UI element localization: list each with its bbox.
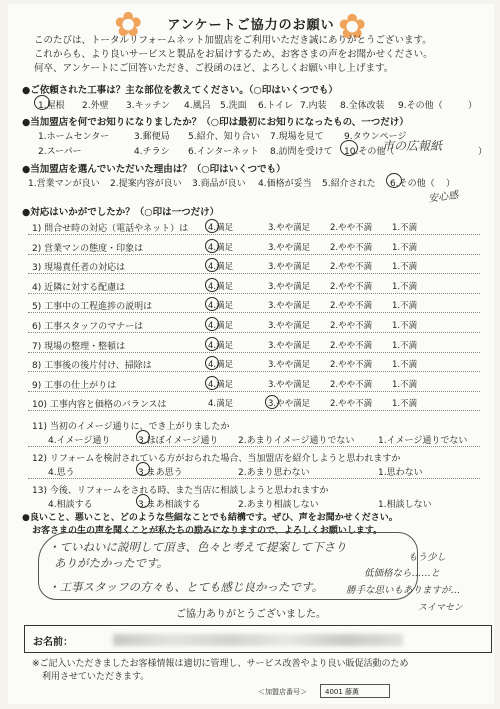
rating-option[interactable]: 3.やや満足: [268, 223, 311, 233]
divider: [28, 478, 480, 479]
intro-line-1: このたびは、トータルリフォームネット加盟店をご利用いただき誠にありがとうございます。: [34, 35, 432, 46]
q2-option[interactable]: 4.チラシ: [134, 147, 170, 157]
q2-handwritten: 市の広報紙: [382, 139, 443, 153]
rating-option[interactable]: 2.やや不満: [330, 379, 373, 390]
comment-line-2: ありがたかったです。: [54, 556, 169, 570]
q2-option[interactable]: 2.スーパー: [38, 147, 82, 157]
redacted-name: [113, 634, 403, 646]
rating-question: 2) 営業マンの態度・印象は: [32, 243, 144, 254]
q3-option[interactable]: 2.提案内容が良い: [110, 179, 182, 189]
rating-option[interactable]: 3.やや満足: [268, 281, 311, 292]
q11-option[interactable]: 2.あまりイメージ通りでない: [238, 436, 355, 446]
rating-option[interactable]: 1.不満: [392, 340, 418, 351]
q12-option[interactable]: 1.思わない: [378, 468, 423, 478]
rating-option[interactable]: 1.不満: [392, 321, 418, 331]
q2-option[interactable]: 9.タウンページ: [344, 132, 407, 142]
q3-heading: ●当加盟店を選んでいただいた理由は？（○印はいくつでも）: [22, 164, 286, 175]
rating-option[interactable]: 1.不満: [392, 399, 418, 410]
q12-option[interactable]: 3.まあ思う: [138, 468, 183, 478]
divider: [28, 371, 480, 372]
answer-circle: [34, 95, 50, 110]
q3-handwritten: 安心感: [427, 189, 459, 206]
rating-option[interactable]: 2.やや不満: [330, 340, 373, 351]
name-field[interactable]: [24, 625, 492, 653]
q3-option: ）: [446, 179, 456, 189]
q11-option[interactable]: 4.イメージ通り: [48, 436, 111, 446]
thanks-text: ご協力ありがとうございました。: [176, 609, 326, 620]
q12-label: 12) リフォームを検討されている方がおられた場合、当加盟店を紹介しようと思われますか: [32, 454, 401, 464]
comment-line-1: ・ていねいに説明して頂き、色々と考えて提案して下さり: [48, 540, 347, 554]
privacy-note-line-1: ※ご記入いただきましたお客様情報は適切に管理し、サービス改善やより良い販促活動のため: [32, 659, 409, 669]
rating-option[interactable]: 3.やや満足: [268, 262, 311, 273]
rating-option[interactable]: 2.やや不満: [330, 360, 373, 371]
q1-option[interactable]: 2.外壁: [82, 101, 109, 111]
privacy-note-line-2: 利用させていただきます。: [42, 672, 150, 682]
q2-option[interactable]: 5.紹介、知り合い: [188, 132, 260, 142]
answer-circle: [205, 239, 219, 253]
rating-option[interactable]: 3.やや満足: [268, 301, 311, 312]
q11-option[interactable]: 1.イメージ通りでない: [378, 436, 468, 446]
divider: [28, 410, 480, 411]
q11-option[interactable]: 3.ほぼイメージ通り: [138, 436, 219, 446]
q1-option[interactable]: 3.キッチン: [126, 101, 170, 111]
rating-option[interactable]: 4.満足: [208, 340, 234, 351]
rating-option[interactable]: 2.やや不満: [330, 262, 373, 273]
rating-option[interactable]: 3.やや満足: [268, 379, 311, 390]
q3-option[interactable]: 4.価格が妥当: [258, 179, 312, 189]
comment-aside-3: 勝手な思いもありますが…: [346, 585, 461, 596]
q1-option: ）: [468, 101, 478, 111]
intro-text: [34, 34, 474, 76]
rating-question: 9) 工事の仕上がりは: [32, 380, 117, 391]
q2-option[interactable]: 3.郵便局: [134, 132, 170, 142]
rating-option[interactable]: 2.やや不満: [330, 321, 373, 331]
rating-option[interactable]: 3.やや満足: [268, 340, 311, 351]
agency-label: ＜加盟店番号＞: [258, 688, 307, 696]
rating-option[interactable]: 2.やや不満: [330, 281, 373, 292]
rating-question: 5) 工事中の工程進捗の説明は: [32, 302, 153, 313]
answer-circle: [136, 430, 150, 444]
rating-option[interactable]: 3.やや満足: [268, 399, 311, 410]
page-title: アンケートご協力のお願い: [167, 18, 335, 33]
rating-option[interactable]: 3.やや満足: [268, 321, 311, 331]
rating-option[interactable]: 4.満足: [208, 360, 234, 371]
rating-option[interactable]: 1.不満: [392, 301, 418, 312]
divider: [28, 312, 480, 313]
answer-circle: [136, 462, 150, 476]
rating-question: 10) 工事内容と価格のバランスは: [32, 400, 167, 411]
rating-question: 1) 問合せ時の対応（電話やネット）は: [32, 224, 189, 234]
rating-question: 4) 近隣に対する配慮は: [32, 282, 126, 293]
q1-option[interactable]: 9.その他（: [398, 101, 443, 111]
rating-option[interactable]: 4.満足: [208, 301, 234, 312]
q2-option[interactable]: 8.訪問を受けて: [270, 147, 333, 157]
comment-aside-1: もう少し: [408, 552, 447, 563]
rating-question: 7) 現場の整理・整頓は: [32, 341, 126, 352]
rating-option[interactable]: 1.不満: [392, 223, 418, 233]
flower-icon-right: ✿: [338, 7, 367, 47]
rating-option[interactable]: 1.不満: [392, 262, 418, 273]
rating-option[interactable]: 1.不満: [392, 242, 418, 253]
rating-option[interactable]: 4.満足: [208, 281, 234, 292]
comment-aside-2: 低価格なら……と: [364, 568, 441, 579]
rating-option[interactable]: 4.満足: [208, 242, 234, 253]
q2-option[interactable]: 10.その他（: [344, 147, 395, 157]
rating-question: 6) 工事スタッフのマナーは: [32, 322, 144, 332]
q1-option[interactable]: 6.トイレ: [258, 101, 294, 111]
flower-icon-left: ✿: [114, 5, 143, 45]
q13-option[interactable]: 4.相談する: [48, 500, 93, 510]
q12-option[interactable]: 4.思う: [48, 468, 75, 478]
q2-option[interactable]: 1.ホームセンター: [38, 132, 110, 142]
rating-question: 8) 工事後の後片付け、掃除は: [32, 361, 152, 372]
rating-option[interactable]: 4.満足: [208, 399, 234, 410]
q2-option: ）: [478, 147, 488, 157]
rating-option[interactable]: 1.不満: [392, 360, 418, 371]
q3-option[interactable]: 1.営業マンが良い: [28, 179, 100, 189]
divider: [28, 352, 480, 353]
divider: [28, 332, 480, 333]
rating-option[interactable]: 3.やや満足: [268, 242, 311, 253]
divider: [28, 391, 480, 392]
q12-option[interactable]: 2.あまり思わない: [238, 468, 310, 478]
q1-option[interactable]: 4.風呂: [184, 101, 211, 111]
q1-option[interactable]: 7.内装: [300, 101, 327, 111]
q1-option[interactable]: 5.洗面: [220, 101, 247, 111]
rating-option[interactable]: 1.不満: [392, 281, 418, 292]
divider: [28, 234, 480, 235]
divider: [28, 293, 480, 294]
q2-option[interactable]: 7.現場を見て: [270, 132, 324, 142]
rating-option[interactable]: 4.満足: [208, 379, 234, 390]
rating-option[interactable]: 2.やや不満: [330, 242, 373, 253]
q1-option[interactable]: 1.屋根: [38, 101, 65, 111]
q13-label: 13) 今後、リフォームをされる時、また当店に相談しようと思われますか: [32, 486, 329, 496]
divider: [28, 254, 480, 255]
q1-option[interactable]: 8.全体改装: [340, 101, 385, 111]
answer-circle: [205, 317, 219, 331]
rating-option[interactable]: 3.やや満足: [268, 360, 311, 371]
answer-circle: [136, 494, 150, 508]
q2-heading: ●当加盟店を何でお知りになりましたか？（○印は最初にお知りになったもの、一つだけ）: [22, 117, 409, 128]
comment-line-3: ・工事スタッフの方々も、とても感じ良かったです。: [48, 580, 324, 594]
free-heading-1: ●良いこと、悪いこと、どのような些細なことでも結構です。ぜひ、声をお聞かせください。: [22, 513, 398, 523]
rating-option[interactable]: 2.やや不満: [330, 301, 373, 312]
q13-option[interactable]: 2.あまり相談しない: [238, 500, 319, 510]
q13-option[interactable]: 1.相談しない: [378, 500, 432, 510]
answer-circle: [205, 219, 219, 233]
privacy-note: [32, 658, 482, 684]
intro-line-2: これからも、より良いサービスと製品をお届けするため、お客さまの声をお聞かせください。: [34, 49, 433, 60]
rating-option[interactable]: 4.満足: [208, 321, 234, 331]
comment-aside-4: スイマセン: [418, 603, 463, 613]
rating-option[interactable]: 2.やや不満: [330, 399, 373, 410]
q3-option[interactable]: 5.紹介された: [322, 179, 376, 189]
answer-circle: [205, 337, 219, 351]
free-heading-2: お客さまの生の声を聞くことが私たちの励みになりますので、よろしくお願いします。: [32, 526, 383, 536]
rating-option[interactable]: 1.不満: [392, 379, 418, 390]
agency-number: 4001 藤薫: [320, 684, 390, 698]
q3-option[interactable]: 3.商品が良い: [192, 179, 246, 189]
q11-label: 11) 当初のイメージ通りに、でき上がりましたか: [32, 422, 230, 432]
rating-option[interactable]: 4.満足: [208, 223, 234, 233]
rating-question: 3) 現場責任者の対応は: [32, 263, 126, 274]
divider: [28, 273, 480, 274]
q13-option[interactable]: 3.まあ相談する: [138, 500, 201, 510]
q4-heading: ●対応はいかがでしたか？（○印は一つだけ）: [22, 207, 220, 218]
answer-circle: [205, 376, 219, 390]
divider: [28, 446, 480, 447]
q3-option[interactable]: 6.その他（: [390, 179, 435, 189]
rating-option[interactable]: 2.やや不満: [330, 223, 373, 233]
survey-sheet: [8, 4, 494, 704]
intro-line-3: 何卒、アンケートにご回答いただき、ご投函のほど、よろしくお願い申し上げます。: [34, 63, 394, 74]
rating-option[interactable]: 4.満足: [208, 262, 234, 273]
answer-circle: [205, 278, 219, 292]
name-label: お名前：: [33, 637, 73, 648]
q2-option[interactable]: 6.インターネット: [188, 147, 259, 157]
q1-heading: ●ご依頼された工事は？主な部位を教えてください。（○印はいくつでも）: [22, 85, 338, 96]
answer-circle: [340, 140, 358, 156]
answer-circle: [386, 173, 402, 188]
